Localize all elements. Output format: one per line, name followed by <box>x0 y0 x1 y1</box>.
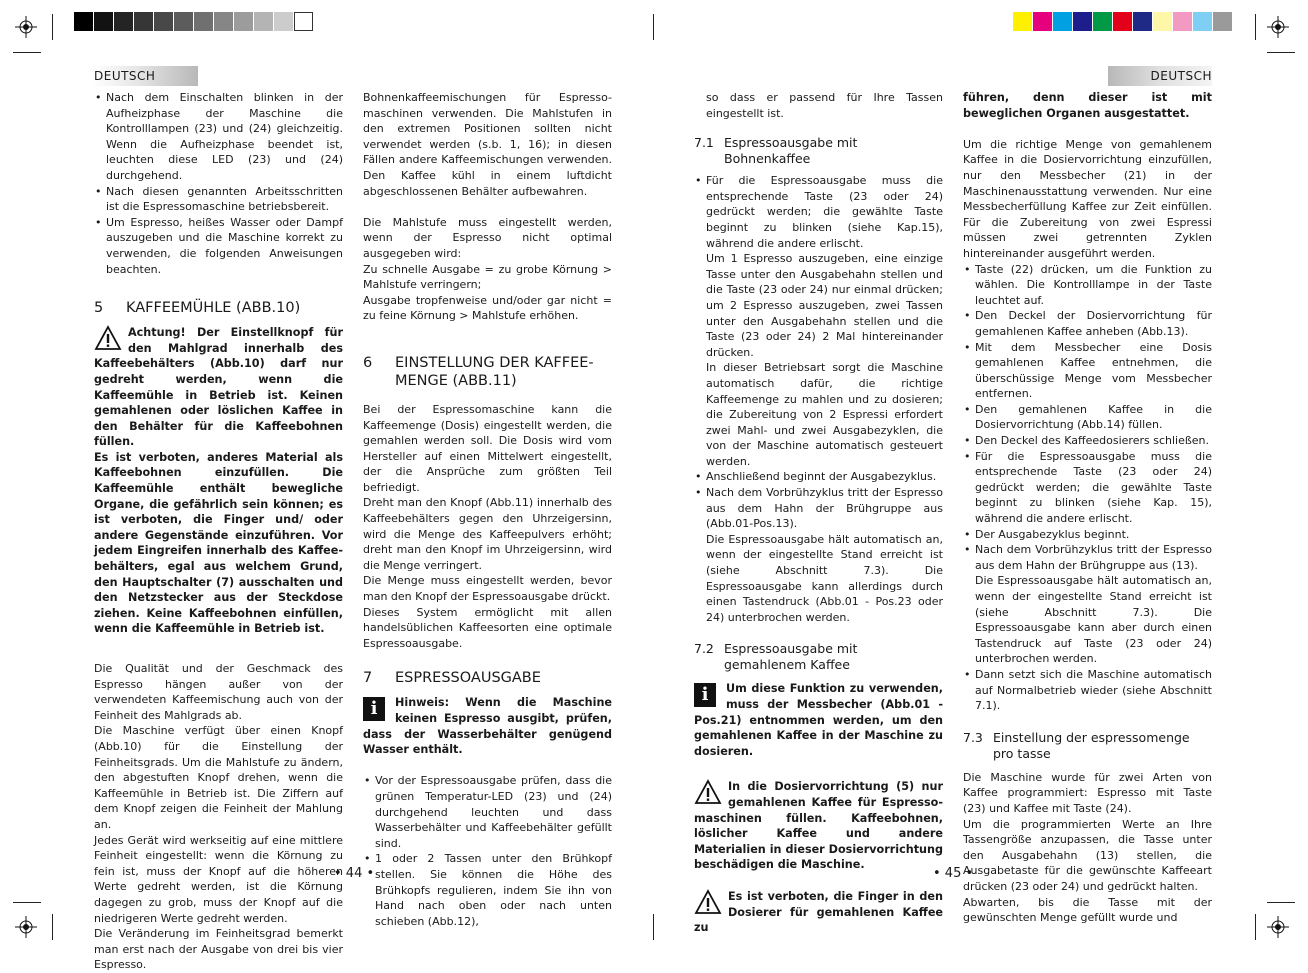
color-swatch <box>1153 12 1172 31</box>
paragraph: Die Qualität und der Geschmack des Espresso hängen außer von der verwendeten Kaffeemischung auch von der Feinheit des Mahlgrads ab. <box>94 662 343 722</box>
color-swatch <box>174 12 193 31</box>
color-swatch <box>1073 12 1092 31</box>
crop-mark <box>1255 14 1256 40</box>
info-text: Hinweis: Wenn die Maschine keinen Espresso ausgibt, prüfen, dass der Wasserbehälter genügend Wasser enthält. <box>363 696 612 757</box>
color-swatch <box>234 12 253 31</box>
paragraph: Jedes Gerät wird werkseitig auf eine mittlere Feinheit eingestellt: wenn die Körnung zu fein ist, muss der Knopf auf die höheren Werte gedreht werden, ist die Körnung dagegen zu grob, muss der Knopf auf die niedrigeren Werte gedreht werden. <box>94 833 343 925</box>
section-heading-7-3 <box>963 730 1212 762</box>
color-swatch <box>1173 12 1192 31</box>
paragraph: Die Maschine verfügt über einen Knopf (Abb.10) für die Einstellung der Feinheitsgrads. Um die Mahlstufe zu ändern, den abgestuften Knopf drehen, wenn die Kaffeemühle in Betrieb ist. Die Ziffern auf dem Knopf zeigen die Feinheit der Mahlung an. <box>94 724 343 831</box>
section-heading-5 <box>94 299 343 317</box>
section-heading-7-1 <box>694 135 943 167</box>
warning-text: In die Dosiervorrichtung (5) nur gemahlenen Kaffee für Espresso- maschinen füllen. Kaffeebohnen, löslicher Kaffee und andere Materialien in dieser Dosiervorrichtung beschädigen die Maschine. <box>694 780 943 872</box>
section-title: ESPRESSOAUSGABE <box>395 670 541 687</box>
warning-note <box>694 779 943 873</box>
page-number-left: • 44 • <box>334 866 375 881</box>
warning-triangle-icon <box>694 889 722 915</box>
list-item: • Den gemahlenen Kaffee in die Dosiervorrichtung (Abb.14) füllen. <box>963 402 1212 433</box>
color-swatch <box>74 12 93 31</box>
list-item-continuation: In dieser Betriebsart sorgt die Maschine automatisch dafür, die richtige Kaffeemenge zu mahlen und zu dosieren; die Zubereitung von 2 Espressi erfordert zwei Mahl- und zwei Ausgabezyklen, die von der Maschine automatisch gesteuert werden. <box>706 361 943 468</box>
section-heading-6 <box>363 354 612 390</box>
section-number: 6 <box>363 354 373 371</box>
list-item: • Dann setzt sich die Maschine automatisch auf Normalbetrieb wieder (siehe Abschnitt 7.1). <box>963 667 1212 714</box>
paragraph: Bohnenkaffeemischungen für Espresso- maschinen verwenden. Die Mahlstufen in den extremen Positionen sollten nicht verwendet werden (s.b. 1, 16); in diesen Fällen andere Kaffeemischungen verwenden. Den Kaffee kühl in einem luftdicht abgeschlossenen Behälter aufbewahren. <box>363 91 612 198</box>
warning-text: Es ist verboten, anderes Material als Kaffeebohnen einzufüllen. Die Kaffeemühle enthält bewegliche Organe, die gefährlich sein können; es ist verboten, die Finger und/ oder andere Gegenstände einzuführen. Vor jedem Eingreifen innerhalb des Kaffee- behälters, egal aus welchem Grund, den Hauptschalter (7) ausschalten und den Netzstecker aus der Steckdose ziehen. Keine Kaffeebohnen einfüllen, wenn die Kaffeemühle in Betrieb ist. <box>94 450 343 636</box>
section-number: 5 <box>94 300 104 317</box>
paragraph: Abwarten, bis die Tasse mit der gewünschten Menge gefüllt wurde und <box>963 895 1212 925</box>
list-item: • Nach dem Vorbrühzyklus tritt der Espresso aus dem Hahn der Brühgruppe aus (Abb.01-Pos.13). <box>694 485 943 532</box>
list-item: • Taste (22) drücken, um die Funktion zu wählen. Die Kontrolllampe in der Taste leuchtet auf. <box>963 262 1212 309</box>
list-item: • Um Espresso, heißes Wasser oder Dampf auszugeben und die Maschine korrekt zu verwenden, die folgenden Anweisungen beachten. <box>94 215 343 277</box>
color-swatch <box>154 12 173 31</box>
section-title: Espressoausgabe mit Bohnenkaffee <box>724 135 858 167</box>
crop-mark <box>653 914 654 940</box>
info-text: Um diese Funktion zu verwenden, muss der Messbecher (Abb.01 - Pos.21) entnommen werden, um den gemahlenen Kaffee in der Maschine zu dosieren. <box>694 682 943 758</box>
list-item: • Nach dem Einschalten blinken in der Aufheizphase der Maschine die Kontrolllampen (23) und (24) gleichzeitig. Wenn die Aufheizphase beendet ist, leuchten diese LED (23) und (24) durchgehend. <box>94 90 343 184</box>
paragraph: Zu schnelle Ausgabe = zu grobe Körnung > Mahlstufe verringern; <box>363 262 612 292</box>
section-number: 7.3 <box>963 729 983 745</box>
list-item-continuation: Die Espressoausgabe hält automatisch an, wenn der eingestellte Stand erreicht ist (siehe Abschnitt 7.3). Die Espressoausgabe kann allerdings durch einen Tastendruck (Abb.01 - Pos.23 oder 24) unterbrochen werden. <box>706 532 943 624</box>
column-3 <box>694 90 943 936</box>
color-swatch <box>94 12 113 31</box>
color-swatch <box>1213 12 1232 31</box>
list-item: • Für die Espressoausgabe muss die entsprechende Taste (23 oder 24) gedrückt werden; die gewählte Taste beginnt zu blinken (siehe Kap. 15), während die andere erlischt. <box>963 449 1212 527</box>
color-swatch <box>194 12 213 31</box>
list-item: • Für die Espressoausgabe muss die entsprechende Taste (23 oder 24) gedrückt werden; die gewählte Taste beginnt zu blinken (siehe Kap.15), während die andere erlischt. <box>694 173 943 251</box>
crop-mark <box>1267 902 1295 903</box>
section-number: 7 <box>363 670 373 687</box>
color-swatch <box>134 12 153 31</box>
list-item: • Den Deckel des Kaffeedosierers schließen. <box>963 433 1212 449</box>
paragraph: Die Veränderung im Feinheitsgrad bemerkt man erst nach der Ausgabe von drei bis vier Espresso. <box>94 927 343 972</box>
paragraph: Bei der Espressomaschine kann die Kaffeemenge (Dosis) eingestellt werden, die gemahlen werden soll. Die Dosis wird vom Hersteller auf einen Mittelwert eingestellt, der die Ansprüche zum größten Teil befriedigt. <box>363 402 612 494</box>
color-swatch <box>1033 12 1052 31</box>
paragraph: Ausgabe tropfenweise und/oder gar nicht = zu feine Körnung > Mahlstufe erhöhen. <box>363 293 612 323</box>
info-note <box>694 681 943 759</box>
color-swatch <box>214 12 233 31</box>
list-item-continuation: Um 1 Espresso auszugeben, eine einzige Tasse unter den Ausgabehahn stellen und die Taste (23 oder 24) nur einmal drücken; um 2 Espresso auszugeben, zwei Tassen unter den Ausgabehahn stellen und die Taste (23 oder 24) 2 Mal hintereinander drücken. <box>706 252 943 359</box>
column-4 <box>963 90 1212 926</box>
color-swatch <box>1013 12 1032 31</box>
section-title: Einstellung der espressomenge pro tasse <box>993 729 1190 761</box>
paragraph: so dass er passend für Ihre Tassen eingestellt ist. <box>706 91 943 120</box>
color-swatch <box>1093 12 1112 31</box>
section-number: 7.2 <box>694 641 714 657</box>
paragraph: Die Maschine wurde für zwei Arten von Kaffee programmiert: Espresso mit Taste (23) und Kaffee mit Taste (24). <box>963 770 1212 815</box>
warning-text: Achtung! Der Einstellknopf für den Mahlgrad innerhalb des Kaffeebehälters (Abb.10) darf nur gedreht werden, wenn die Kaffeemühle in Betrieb ist. Keinen gemahlenen oder löslichen Kaffee in den Behälter für die Kaffeebohnen füllen. <box>94 326 343 449</box>
section-title: Espressoausgabe mit gemahlenem Kaffee <box>724 641 858 673</box>
paragraph: Um die richtige Menge von gemahlenem Kaffee in die Dosiervorrichtung einzufüllen, nur den Messbecher (21) in der Maschinenausstattung verwenden. Nur eine Messbecherfüllung Kaffee zur Zeit einfüllen. Für die Zubereitung von zwei Espressi müssen zwei getrennten Zyklen hintereinander ausgeführt werden. <box>963 137 1212 260</box>
info-note <box>363 695 612 757</box>
column-2 <box>363 90 612 929</box>
list-item-continuation: Die Espressoausgabe hält automatisch an, wenn der eingestellte Stand erreicht ist (siehe Abschnitt 7.3). Die Espressoausgabe kann aber durch einen Tastendruck auf Taste (23 oder 24) unterbrochen werden. <box>975 574 1212 666</box>
list-item: • Den Deckel der Dosiervorrichtung für gemahlenen Kaffee anheben (Abb.13). <box>963 308 1212 339</box>
paragraph: Die Menge muss eingestellt werden, bevor man den Knopf der Espressoausgabe drückt. <box>363 574 612 604</box>
list-item: • Anschließend beginnt der Ausgabezyklus. <box>694 469 943 485</box>
color-swatch <box>1133 12 1152 31</box>
list-item: • Nach diesen genannten Arbeitsschritten ist die Espressomaschine betriebsbereit. <box>94 184 343 215</box>
warning-triangle-icon <box>94 325 122 351</box>
warning-text: Es ist verboten, die Finger in den Dosierer für gemahlenen Kaffee zu <box>694 889 943 935</box>
crop-mark <box>13 902 41 903</box>
paragraph: Dreht man den Knopf (Abb.11) innerhalb des Kaffeebehälters gegen den Uhrzeigersinn, wird die Menge des Kaffeepulvers erhöht; dreht man den Knopf im Uhrzeigersinn, wird die Menge verringert. <box>363 496 612 572</box>
warning-text: führen, denn dieser ist mit beweglichen Organen ausgestattet. <box>963 91 1212 120</box>
registration-mark-icon <box>1267 916 1289 938</box>
warning-note <box>94 325 343 450</box>
color-swatch <box>1053 12 1072 31</box>
crop-mark <box>52 914 53 940</box>
crop-mark <box>52 14 53 40</box>
paragraph: Dieses System ermöglicht mit allen handelsüblichen Kaffeesorten eine optimale Espressoausgabe. <box>363 605 612 650</box>
page-number-right: • 45 • <box>933 866 974 881</box>
paragraph: Um die programmierten Werte an Ihre Tassengröße anzupassen, die Tasse unter den Ausgabehahn (13) stellen, die Ausgabetaste für die gewünschte Kaffeeart drücken (23 oder 24) und gedrückt halten. <box>963 817 1212 893</box>
list-item: • Nach dem Vorbrühzyklus tritt der Espresso aus dem Hahn der Brühgruppe aus (13). <box>963 542 1212 573</box>
crop-mark <box>1267 52 1295 53</box>
list-item: • Der Ausgabezyklus beginnt. <box>963 527 1212 543</box>
registration-mark-icon <box>15 16 37 38</box>
section-title: EINSTELLUNG DER KAFFEE- MENGE (ABB.11) <box>395 354 594 389</box>
info-icon: i <box>694 683 716 707</box>
language-tag-right: DEUTSCH <box>1108 66 1212 86</box>
crop-mark <box>13 52 41 53</box>
crop-mark <box>653 14 654 40</box>
warning-triangle-icon <box>694 779 722 805</box>
list-item: • 1 oder 2 Tassen unter den Brühkopf stellen. Sie können die Höhe des Brühkopfs regulieren, indem Sie ihn von Hand nach oben oder nach unten schieben (Abb.12), <box>363 851 612 929</box>
registration-mark-icon <box>1267 16 1289 38</box>
section-number: 7.1 <box>694 135 714 151</box>
registration-mark-icon <box>15 916 37 938</box>
info-icon: i <box>363 697 385 721</box>
color-swatch <box>274 12 293 31</box>
list-item: • Vor der Espressoausgabe prüfen, dass die grünen Temperatur-LED (23) und (24) durchgehend leuchten und dass Wasserbehälter und Kaffeebehälter gefüllt sind. <box>363 773 612 851</box>
warning-note <box>694 889 943 936</box>
paragraph: Die Mahlstufe muss eingestellt werden, wenn der Espresso nicht optimal ausgegeben wird: <box>363 215 612 260</box>
language-tag-left: DEUTSCH <box>92 66 198 86</box>
color-swatch <box>294 12 313 31</box>
color-swatch <box>1193 12 1212 31</box>
section-heading-7-2 <box>694 641 943 673</box>
section-heading-7 <box>363 669 612 687</box>
column-1 <box>94 90 343 973</box>
list-item: • Mit dem Messbecher eine Dosis gemahlenen Kaffee entnehmen, die überschüssige Menge vom Messbecher entfernen. <box>963 340 1212 402</box>
color-swatch <box>254 12 273 31</box>
color-swatch <box>114 12 133 31</box>
crop-mark <box>1255 914 1256 940</box>
color-swatch <box>1113 12 1132 31</box>
section-title: KAFFEEMÜHLE (ABB.10) <box>126 300 301 317</box>
